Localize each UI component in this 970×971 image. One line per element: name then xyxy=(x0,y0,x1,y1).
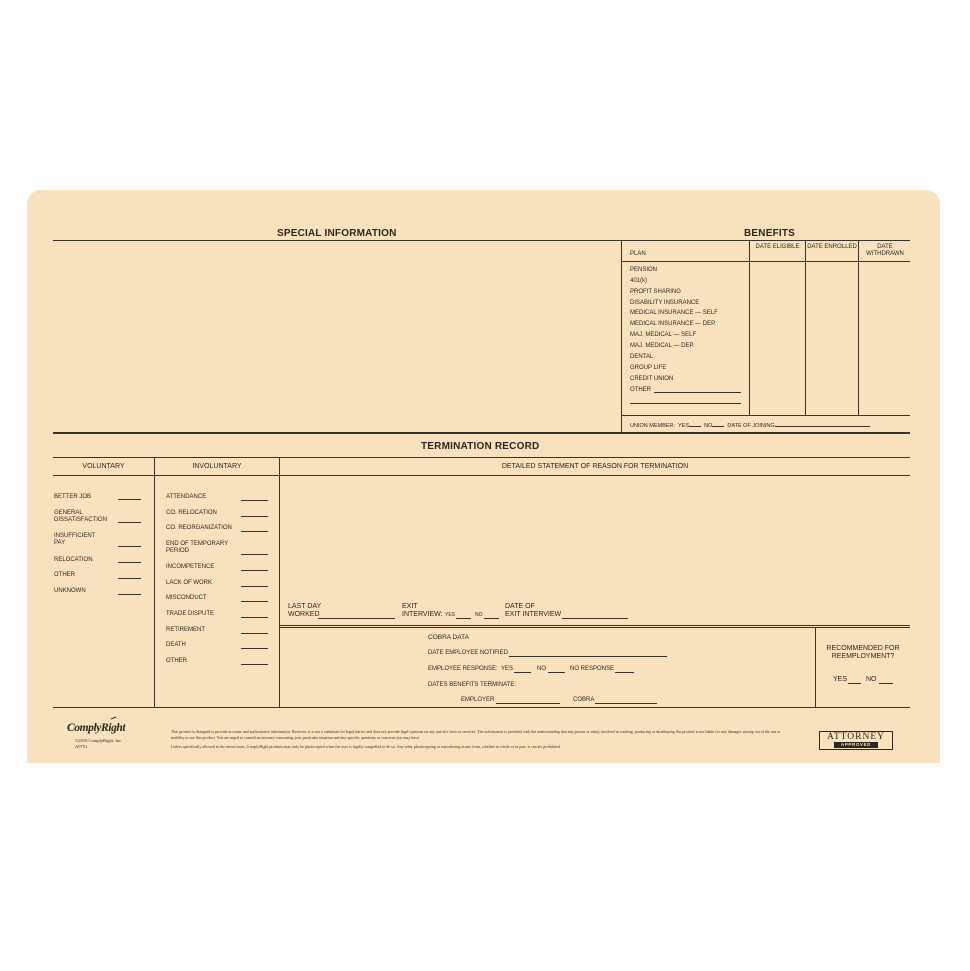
reemployment-label-1: RECOMMENDED FOR xyxy=(826,645,900,652)
voluntary-check-line[interactable] xyxy=(118,562,141,563)
reemploy-yes-line[interactable] xyxy=(848,683,861,684)
union-yes-label: YES xyxy=(677,423,689,429)
exit-yes-line[interactable] xyxy=(456,618,471,619)
voluntary-item: GENERAL DISSATISFACTION xyxy=(54,510,107,523)
copyright-text: ©2010 ComplyRight, Inc. xyxy=(75,738,123,743)
plan-item: PENSION xyxy=(630,267,658,273)
involuntary-item: INCOMPETENCE xyxy=(166,564,215,570)
date-notified-label: DATE EMPLOYEE NOTIFIED xyxy=(428,650,508,656)
no-response-line[interactable] xyxy=(615,672,634,673)
involuntary-item: DEATH xyxy=(166,642,186,648)
plan-item: PROFIT SHARING xyxy=(630,289,681,295)
voluntary-check-line[interactable] xyxy=(118,522,141,523)
union-no-label: NO xyxy=(704,423,713,429)
involuntary-check-line[interactable] xyxy=(241,570,268,571)
response-no-line[interactable] xyxy=(548,672,565,673)
termination-statement-area[interactable] xyxy=(281,477,909,597)
attorney-approved-badge xyxy=(819,731,893,750)
plan-item: 401(k) xyxy=(630,278,648,284)
exit-interview-label-2: INTERVIEW: xyxy=(402,611,443,618)
response-no-label: NO xyxy=(537,666,546,672)
col-plan: PLAN xyxy=(630,251,646,257)
dates-terminate-label: DATES BENEFITS TERMINATE: xyxy=(428,682,517,688)
voluntary-check-line[interactable] xyxy=(118,578,141,579)
voluntary-item: RELOCATION xyxy=(54,557,93,563)
involuntary-item: CO. REORGANIZATION xyxy=(166,525,232,531)
exit-date-label-1: DATE OF xyxy=(505,603,535,610)
involuntary-item: END OF TEMPORARY PERIOD xyxy=(166,541,229,554)
union-no-blank[interactable] xyxy=(712,420,724,427)
cobra-label: COBRA xyxy=(573,697,595,703)
plan-item: GROUP LIFE xyxy=(630,365,667,371)
other-plan-line[interactable] xyxy=(654,392,741,393)
voluntary-check-line[interactable] xyxy=(118,546,141,547)
disclaimer-text-2: Unless specifically allowed in the instructions, ComplyRight products may only be photocopied when the user is legally compelled to do so. Any other photocopying or reproducing in any form, whether in whole or in part, is strictly prohibited. xyxy=(171,744,561,749)
section-divider xyxy=(53,432,910,434)
badge-top-text: ATTORNEY xyxy=(827,732,885,742)
involuntary-check-line[interactable] xyxy=(241,554,268,555)
employer-date-line[interactable] xyxy=(496,703,560,704)
plan-item: MEDICAL INSURANCE — SELF xyxy=(630,310,718,316)
logo-swoosh xyxy=(111,717,116,719)
plan-item: CREDIT UNION xyxy=(630,376,674,382)
date-of-joining-label: DATE OF JOINING xyxy=(727,423,775,429)
response-yes-label: YES xyxy=(501,666,514,672)
col-date-withdrawn: DATE WITHDRAWN xyxy=(866,244,904,257)
involuntary-item: TRADE DISPUTE xyxy=(166,611,215,617)
involuntary-check-line[interactable] xyxy=(241,601,268,602)
response-yes-line[interactable] xyxy=(514,672,531,673)
involuntary-header: INVOLUNTARY xyxy=(192,463,242,470)
exit-date-label-2: EXIT INTERVIEW xyxy=(505,611,562,618)
involuntary-item: OTHER xyxy=(166,658,187,664)
employer-label: EMPLOYER xyxy=(461,697,495,703)
reemployment-label-2: REEMPLOYMENT? xyxy=(831,653,895,660)
disclaimer-text-1: This product is designed to provide accurate and authoritative information. However, it is not a substitute for legal advice and does not provide legal opinions on any specific facts or services. The information is provided with the understanding that any person or entity involved in creating, producing or distributing this product is not liable for any damages arising out of the use or inability to use this product. You are urged to consult an attorney concerning your particular situation and any specific questions or concerns you may have. xyxy=(171,729,781,740)
logo-lettering: ComplyRight xyxy=(67,722,126,734)
involuntary-item: MISCONDUCT xyxy=(166,595,207,601)
exit-interview-label-1: EXIT xyxy=(402,603,418,610)
involuntary-item: ATTENDANCE xyxy=(166,494,207,500)
involuntary-check-line[interactable] xyxy=(241,664,268,665)
cobra-date-line[interactable] xyxy=(595,703,657,704)
exit-interview-date-line[interactable] xyxy=(562,618,628,619)
cobra-title: COBRA DATA xyxy=(428,634,469,641)
reemploy-no-label: NO xyxy=(866,676,877,683)
complyright-logo-mark xyxy=(67,716,127,736)
other-plan-line-2[interactable] xyxy=(630,403,741,404)
date-notified-line[interactable] xyxy=(509,656,667,657)
special-information-title: SPECIAL INFORMATION xyxy=(277,228,397,239)
plan-item: OTHER xyxy=(630,387,651,393)
exit-no-line[interactable] xyxy=(484,618,499,619)
involuntary-check-line[interactable] xyxy=(241,648,268,649)
reemploy-yes-label: YES xyxy=(833,676,848,683)
involuntary-check-line[interactable] xyxy=(241,531,268,532)
plan-item: MAJ. MEDICAL — DEP. xyxy=(630,343,695,349)
last-day-worked-line[interactable] xyxy=(318,618,395,619)
termination-record-title: TERMINATION RECORD xyxy=(421,441,540,452)
voluntary-item: INSUFFICIENT PAY xyxy=(54,533,96,546)
union-member-row xyxy=(630,420,870,430)
involuntary-check-line[interactable] xyxy=(241,633,268,634)
no-response-label: NO RESPONSE xyxy=(570,666,615,672)
voluntary-header: VOLUNTARY xyxy=(82,463,125,470)
last-day-label-2: WORKED xyxy=(288,611,320,618)
statement-header: DETAILED STATEMENT OF REASON FOR TERMINATION xyxy=(501,463,689,470)
involuntary-check-line[interactable] xyxy=(241,617,268,618)
benefits-title: BENEFITS xyxy=(744,228,796,239)
voluntary-check-line[interactable] xyxy=(118,594,141,595)
last-day-label-1: LAST DAY xyxy=(288,603,322,610)
involuntary-check-line[interactable] xyxy=(241,500,268,501)
exit-no-label: NO xyxy=(475,612,483,618)
voluntary-check-line[interactable] xyxy=(118,499,141,500)
voluntary-item: BETTER JOB xyxy=(54,494,92,500)
plan-item: MEDICAL INSURANCE — DEP. xyxy=(630,321,717,327)
plan-item: MAJ. MEDICAL — SELF xyxy=(630,332,697,338)
involuntary-item: CO. RELOCATION xyxy=(166,510,217,516)
union-yes-blank[interactable] xyxy=(689,420,701,427)
reemploy-no-line[interactable] xyxy=(879,683,893,684)
date-of-joining-blank[interactable] xyxy=(775,420,870,427)
involuntary-item: RETIREMENT xyxy=(166,627,205,633)
col-date-eligible: DATE ELIGIBLE xyxy=(755,244,800,250)
badge-bottom-text: APPROVED xyxy=(834,742,878,748)
special-information-area[interactable] xyxy=(53,241,621,431)
involuntary-check-line[interactable] xyxy=(241,586,268,587)
exit-yes-label: YES xyxy=(445,612,456,618)
plan-item: DISABILITY INSURANCE xyxy=(630,300,700,306)
col-date-enrolled: DATE ENROLLED xyxy=(807,244,857,250)
involuntary-check-line[interactable] xyxy=(241,516,268,517)
union-member-label: UNION MEMBER: xyxy=(630,423,675,429)
voluntary-item: UNKNOWN xyxy=(54,588,86,594)
employee-response-label: EMPLOYEE RESPONSE: xyxy=(428,666,498,672)
voluntary-item: OTHER xyxy=(54,572,75,578)
plan-item: DENTAL xyxy=(630,354,654,360)
product-code: A0751 xyxy=(75,744,88,749)
involuntary-item: LACK OF WORK xyxy=(166,580,213,586)
